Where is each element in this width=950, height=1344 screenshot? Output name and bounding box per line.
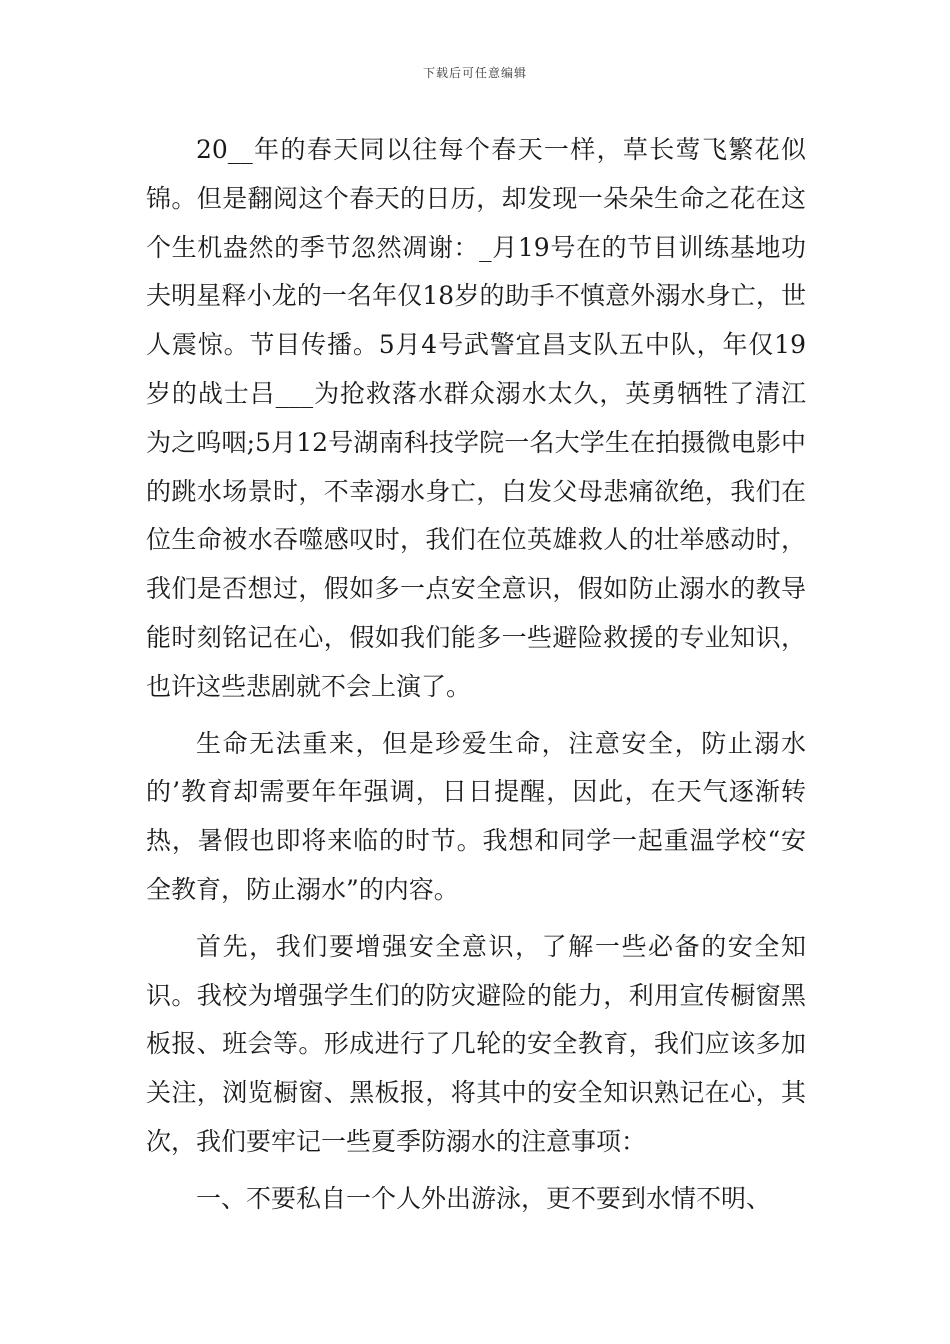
paragraph: 首先，我们要增强安全意识，了解一些必备的安全知识。我校为增强学生们的防灾避险的能力，利用宣传橱窗黑板报、班会等。形成进行了几轮的安全教育，我们应该多加关注，浏览橱窗、黑板报，将其中的安全知识熟记在心，其次，我们要牢记一些夏季防溺水的注意事项：: [146, 931, 806, 1156]
document-body: [146, 126, 806, 1224]
download-note: 下载后可任意编辑: [422, 66, 527, 80]
paragraph: 生命无法重来，但是珍爱生命，注意安全，防止溺水的’教育却需要年年强调，日日提醒，因此，在天气逐渐转热，暑假也即将来临的时节。我想和同学一起重温学校“安全教育，防止溺水”的内容。: [146, 728, 806, 904]
paragraph: 20__年的春天同以往每个春天一样，草长莺飞繁花似锦。但是翻阅这个春天的日历，却发现一朵朵生命之花在这个生机盎然的季节忽然凋谢：_月19号在的节目训练基地功夫明星释小龙的一名年仅18岁的助手不慎意外溺水身亡，世人震惊。节目传播。5月4号武警宜昌支队五中队，年仅19岁的战士吕___为抢救落水群众溺水太久，英勇牺牲了清江为之呜咽;5月12号湖南科技学院一名大学生在拍摄微电影中的跳水场景时，不幸溺水身亡，白发父母悲痛欲绝，我们在位生命被水吞噬感叹时，我们在位英雄救人的壮举感动时，我们是否想过，假如多一点安全意识，假如防止溺水的教导能时刻铭记在心，假如我们能多一些避险救援的专业知识，也许这些悲剧就不会上演了。: [146, 135, 806, 701]
paragraph: 一、不要私自一个人外出游泳，更不要到水情不明、: [196, 1183, 772, 1213]
